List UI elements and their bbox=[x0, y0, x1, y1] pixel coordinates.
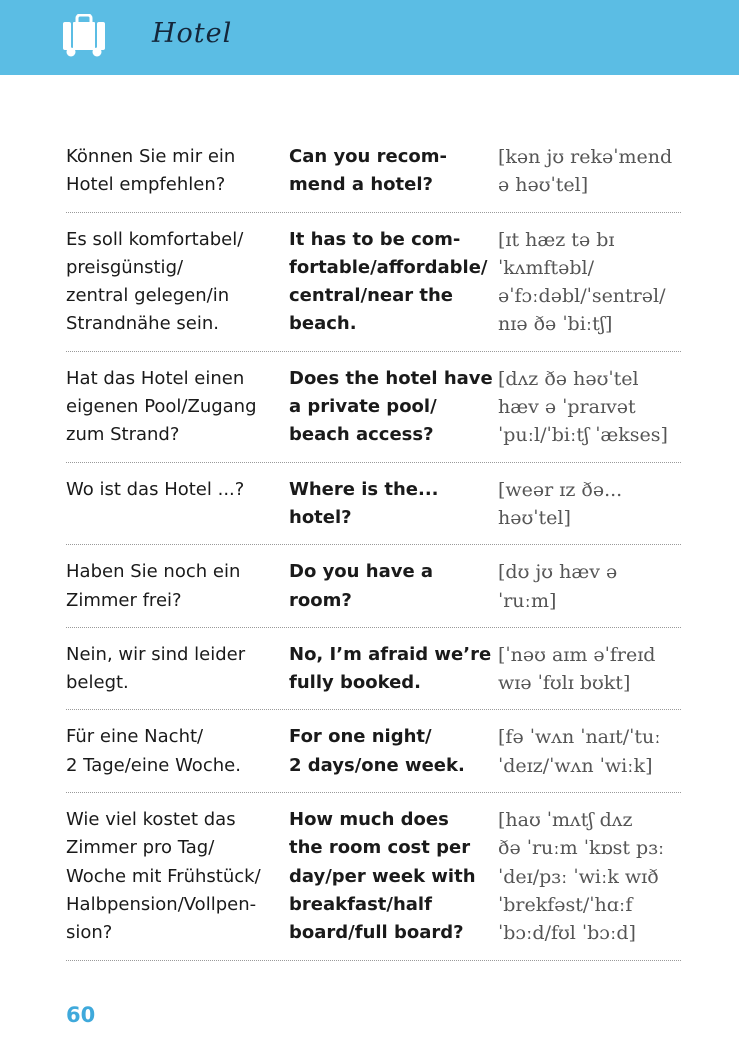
phrase-row bbox=[66, 352, 681, 463]
phrase-row bbox=[66, 130, 681, 213]
english-phrase: Where is the... hotel? bbox=[289, 478, 439, 528]
phonetic-transcription: [dʌz ðə həʊˈtel hæv ə ˈpraɪvət ˈpuːl/ˈbiːtʃ ˈækses] bbox=[498, 367, 668, 447]
phonetic-transcription: [weər ɪz ðə... həʊˈtel] bbox=[498, 478, 623, 529]
phonetic-transcription: [kən jʊ rekəˈmend ə həʊˈtel] bbox=[498, 146, 673, 197]
phrase-row bbox=[66, 545, 681, 628]
suitcase-icon bbox=[62, 14, 106, 58]
phonetic-transcription: [ˈnəʊ aɪm əˈfreɪd wɪə ˈfʊlɪ bʊkt] bbox=[498, 643, 656, 695]
english-phrase: For one night/ 2 days/one week. bbox=[289, 726, 465, 776]
phrase-row bbox=[66, 213, 681, 352]
phrase-row bbox=[66, 793, 681, 960]
german-phrase: Nein, wir sind leider belegt. bbox=[66, 643, 246, 694]
page-number: 60 bbox=[66, 1003, 96, 1027]
phrase-row bbox=[66, 710, 681, 793]
english-phrase: Can you recom- mend a hotel? bbox=[289, 146, 447, 196]
chapter-header bbox=[0, 0, 739, 75]
german-phrase: Können Sie mir ein Hotel empfehlen? bbox=[66, 146, 236, 196]
german-phrase: Wie viel kostet das Zimmer pro Tag/ Woche mit Frühstück/ Halbpension/Vollpen- sion? bbox=[66, 809, 261, 944]
english-phrase: How much does the room cost per day/per week with breakfast/half board/full board? bbox=[289, 809, 476, 944]
german-phrase: Für eine Nacht/ 2 Tage/eine Woche. bbox=[66, 726, 241, 776]
phonetic-transcription: [ɪt hæz tə bɪ ˈkʌmftəbl/ əˈfɔːdəbl/ˈsentrəl/ nɪə ðə ˈbiːtʃ] bbox=[498, 228, 666, 336]
german-phrase: Hat das Hotel einen eigenen Pool/Zugang zum Strand? bbox=[66, 367, 257, 446]
english-phrase: Does the hotel have a private pool/ beach access? bbox=[289, 367, 493, 446]
english-phrase: It has to be com- fortable/affordable/ central/near the beach. bbox=[289, 228, 488, 335]
german-phrase: Es soll komfortabel/ preisgünstig/ zentral gelegen/in Strandnähe sein. bbox=[66, 228, 244, 335]
chapter-title: Hotel bbox=[152, 18, 233, 49]
german-phrase: Wo ist das Hotel ...? bbox=[66, 478, 245, 500]
phonetic-transcription: [haʊ ˈmʌtʃ dʌz ðə ˈruːm ˈkɒst pɜː ˈdeɪ/pɜː ˈwiːk wɪð ˈbrekfəst/ˈhɑːf ˈbɔːd/fʊl ˈbɔːd] bbox=[498, 809, 665, 945]
phonetic-transcription: [fə ˈwʌn ˈnaɪt/ˈtuː ˈdeɪz/ˈwʌn ˈwiːk] bbox=[498, 726, 661, 777]
phonetic-transcription: [dʊ jʊ hæv ə ˈruːm] bbox=[498, 561, 618, 612]
english-phrase: No, I’m afraid we’re fully booked. bbox=[289, 643, 492, 694]
phrase-row bbox=[66, 463, 681, 546]
english-phrase: Do you have a room? bbox=[289, 561, 434, 611]
phrase-table bbox=[66, 130, 681, 961]
phrase-row bbox=[66, 628, 681, 711]
german-phrase: Haben Sie noch ein Zimmer frei? bbox=[66, 561, 241, 611]
